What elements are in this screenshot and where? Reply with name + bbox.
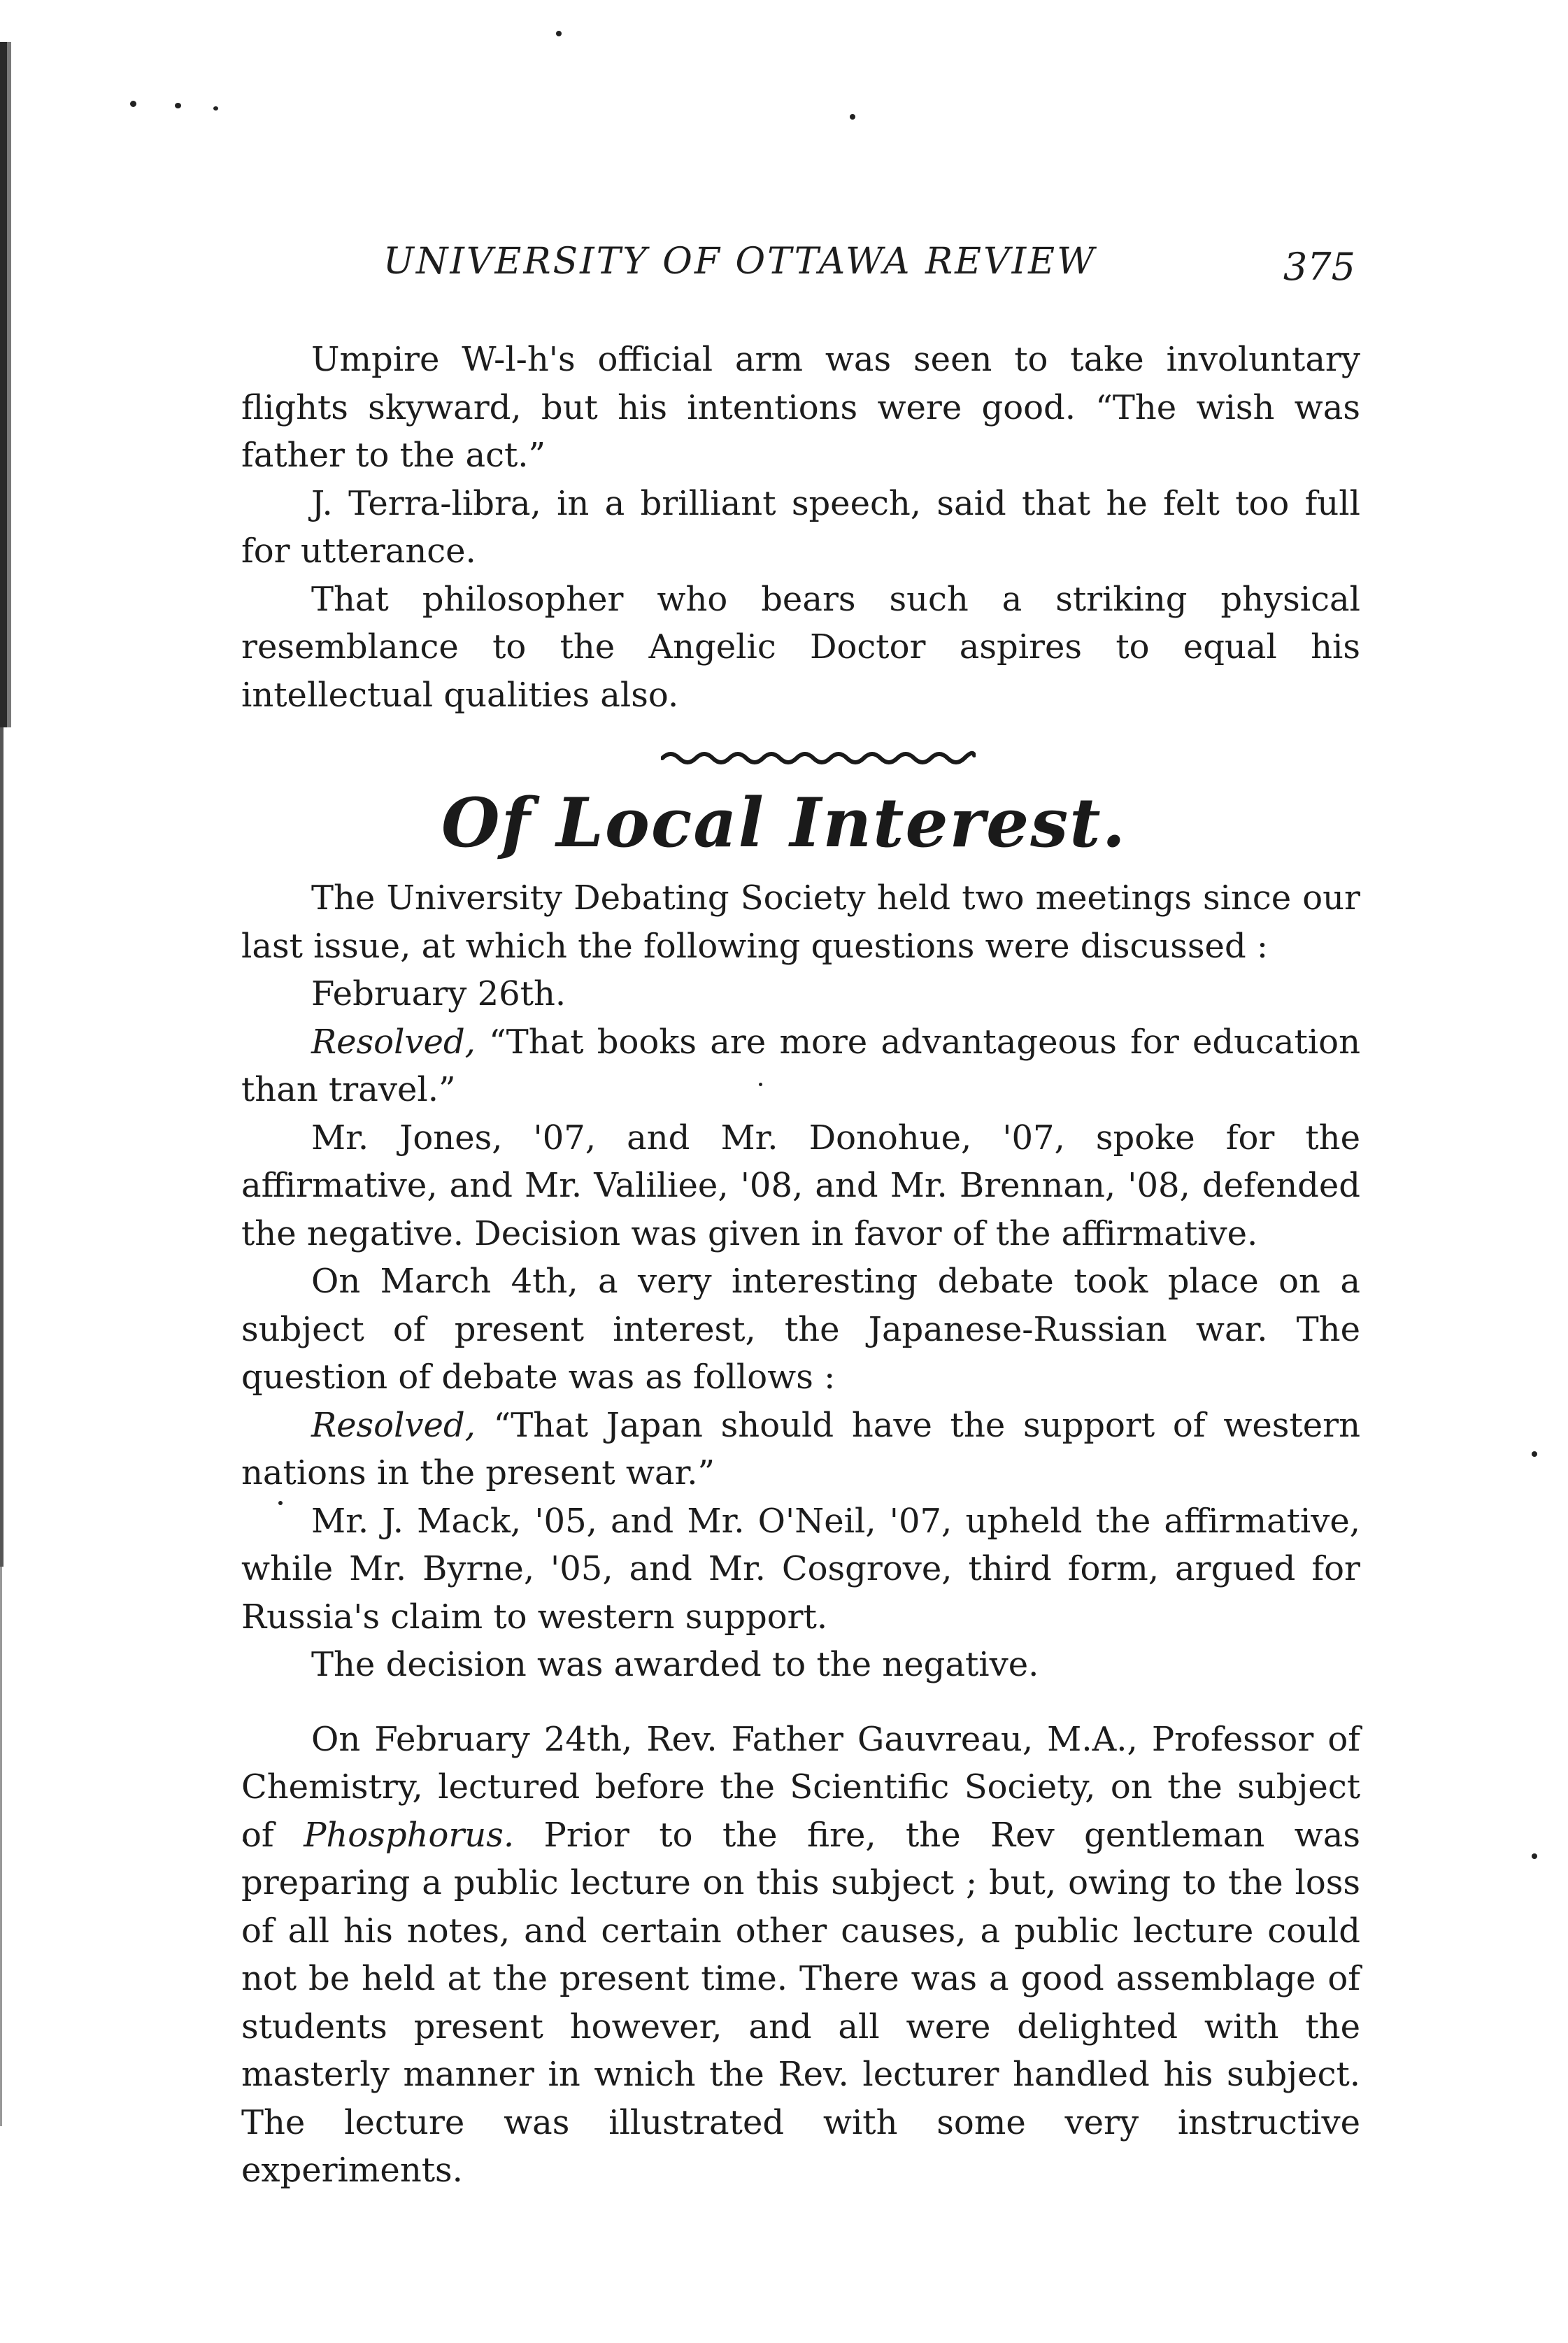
- scan-speck: [556, 31, 562, 36]
- scan-speck: [1532, 1853, 1537, 1859]
- paragraph-umpire: Umpire W-l-h's official arm was seen to take involuntary flights skyward, but his intentions were good. “The wish was father to the act.”: [241, 340, 1360, 475]
- scan-speck: [175, 103, 181, 108]
- resolution-text: “That books are more advantageous for education than travel.”: [241, 1022, 1360, 1109]
- scan-speck: [130, 101, 136, 107]
- ornamental-divider: [661, 748, 976, 765]
- resolved-label: Resolved,: [311, 1405, 476, 1445]
- paragraph-resolved-books: [241, 1018, 1360, 1114]
- paragraph-date-feb-26: February 26th.: [311, 974, 566, 1013]
- scan-speck: [850, 114, 855, 120]
- resolution-text: “That Japan should have the support of western nations in the present war.”: [241, 1405, 1360, 1493]
- local-interest-block: [241, 874, 1360, 2195]
- paragraph-resolved-japan: [241, 1402, 1360, 1497]
- paragraph-debating-society: The University Debating Society held two meetings since our last issue, at which the following questions were discussed :: [241, 878, 1360, 966]
- page-header: [383, 241, 1355, 297]
- resolved-label: Resolved,: [311, 1022, 476, 1062]
- paragraph-terra-libra: J. Terra-libra, in a brilliant speech, said that he felt too full for utterance.: [241, 483, 1360, 571]
- scan-binding-edge: [0, 0, 15, 2343]
- scan-speck: [1532, 1451, 1537, 1457]
- lecture-details: Prior to the fire, the Rev gentleman was preparing a public lecture on this subject ; but, owing to the loss of all his notes, and certain other causes, a public lecture could not be held at the present time. There was a good assemblage of students present however, and all were delighted with the masterly manner in wnich the Rev. lecturer handled his subject. The lecture was illustrated with some very instructive experiments.: [241, 1815, 1361, 2190]
- paragraph-debaters-feb: Mr. Jones, '07, and Mr. Donohue, '07, spoke for the affirmative, and Mr. Valiliee, '08, and Mr. Brennan, '08, defended the negative. Decision was given in favor of the affirmative.: [241, 1118, 1360, 1253]
- top-text-block: [241, 336, 1360, 719]
- lecture-subject: Phosphorus.: [304, 1815, 515, 1855]
- lecture-intro: On February 24th, Rev. Father Gauvreau, M.A., Professor of Chemistry, lectured before the Scientific Society, on the subject of: [241, 1719, 1360, 1855]
- paragraph-philosopher: That philosopher who bears such a striking physical resemblance to the Angelic Doctor aspires to equal his intellectual qualities also.: [241, 579, 1360, 715]
- running-head: UNIVERSITY OF OTTAWA REVIEW: [383, 241, 1097, 283]
- section-heading: Of Local Interest.: [441, 783, 1127, 862]
- paragraph-debaters-march: Mr. J. Mack, '05, and Mr. O'Neil, '07, upheld the affirmative, while Mr. Byrne, '05, and Mr. Cosgrove, third form, argued for Russia's claim to western support.: [241, 1501, 1360, 1637]
- paragraph-march-4th: On March 4th, a very interesting debate took place on a subject of present interest, the Japanese-Russian war. The question of debate was as follows :: [241, 1262, 1360, 1397]
- paragraph-decision: The decision was awarded to the negative.: [311, 1645, 1039, 1684]
- paragraph-scientific-society: [241, 1716, 1360, 2195]
- scan-speck: [213, 106, 218, 111]
- page-number: 375: [1283, 245, 1355, 289]
